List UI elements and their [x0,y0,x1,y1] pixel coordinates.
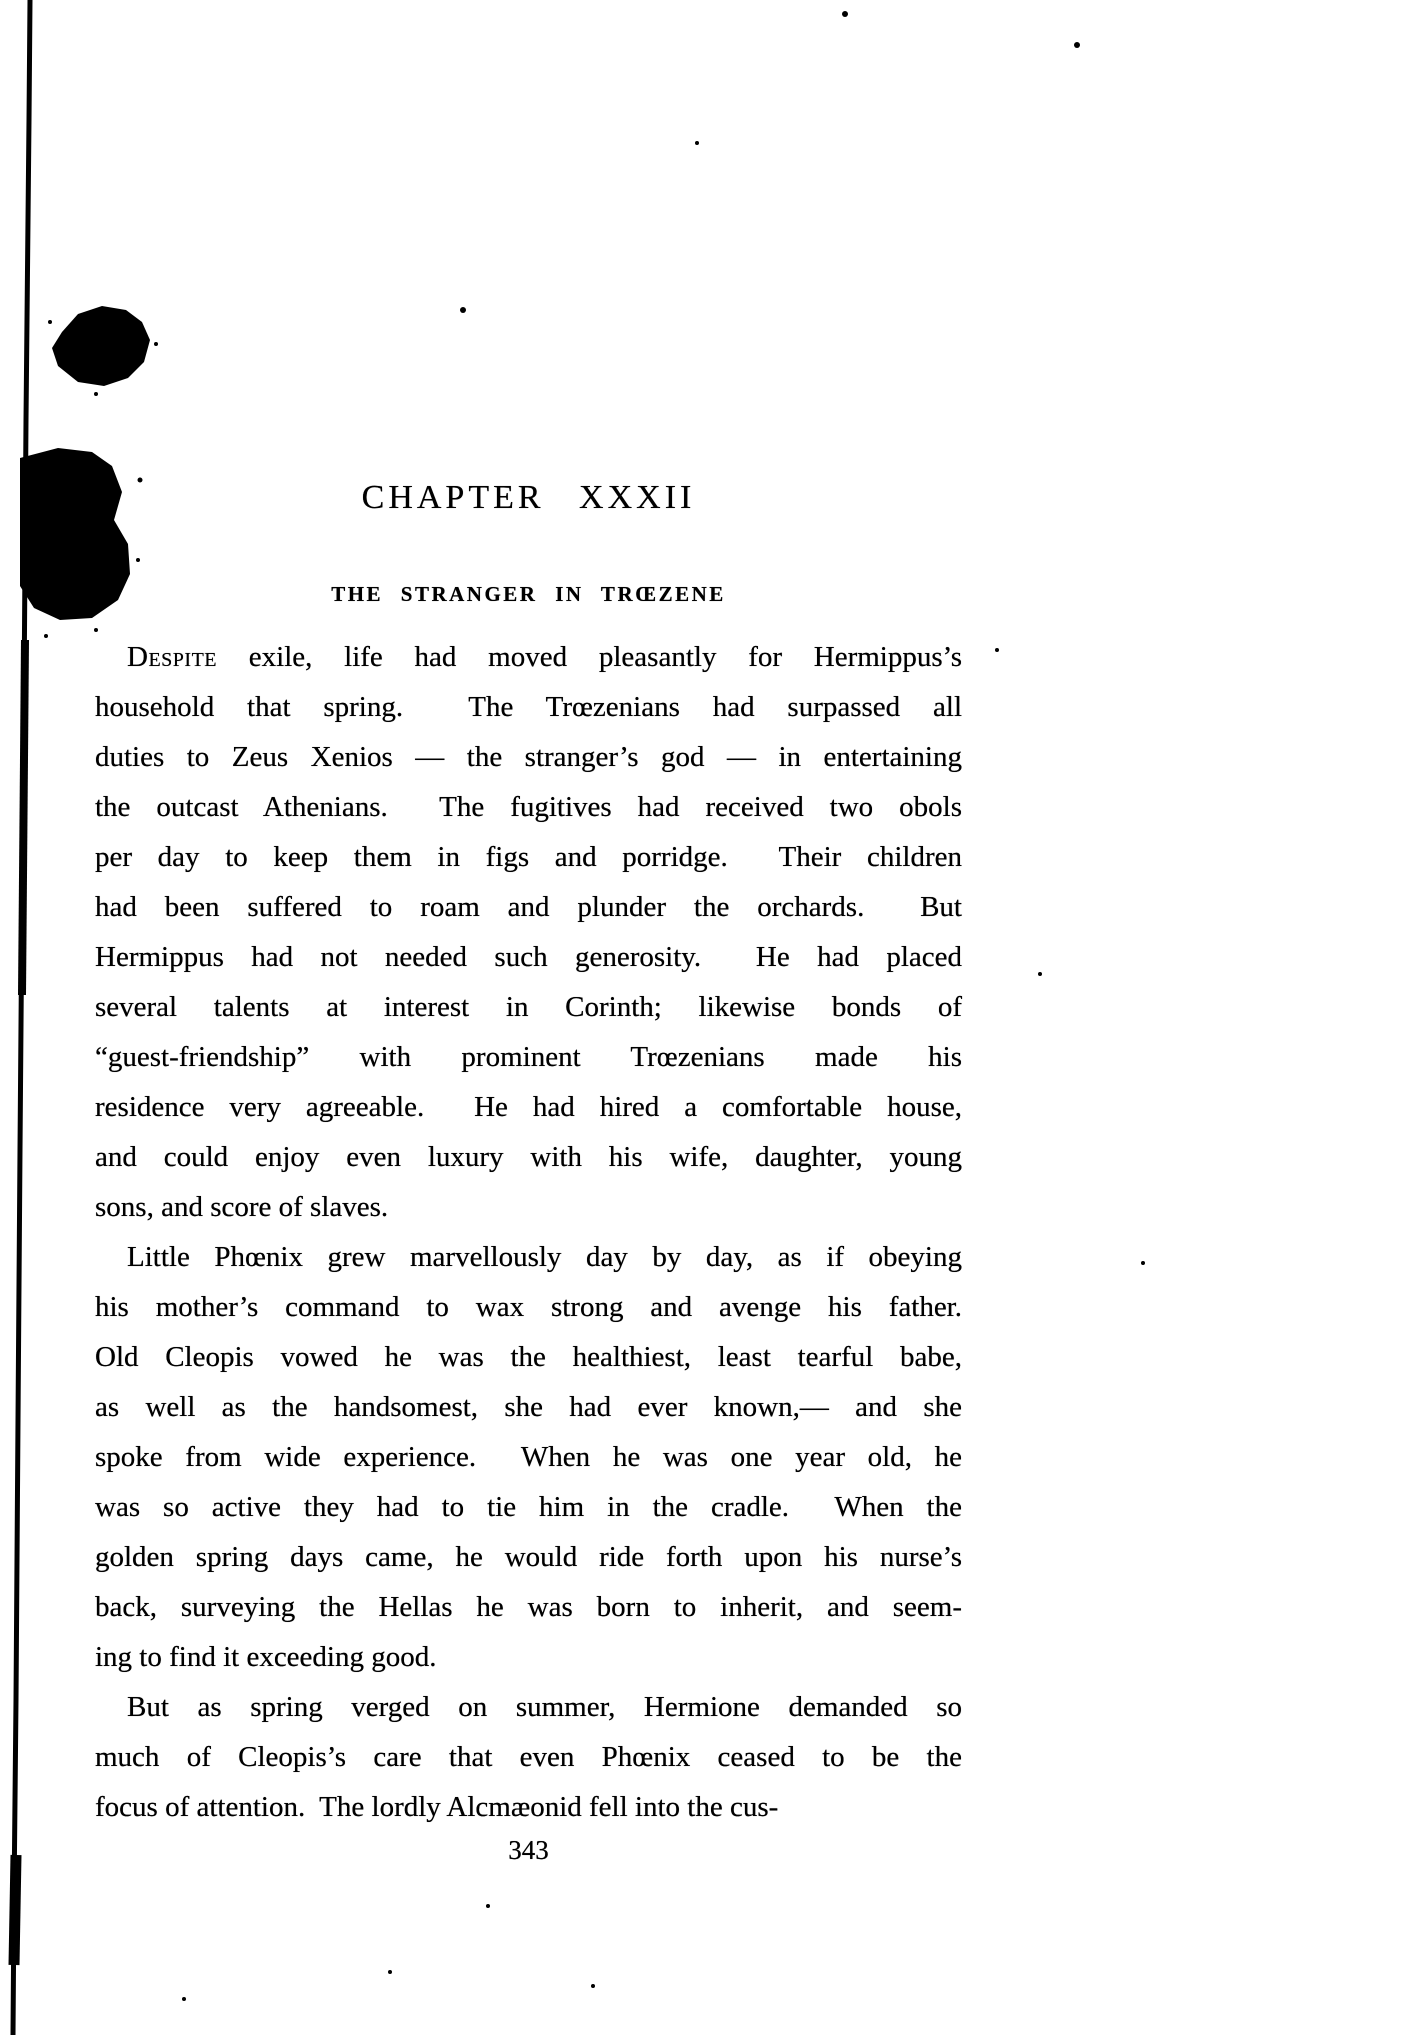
text-line: “guest-friendship” with prominent Trœzenians made his [95,1041,962,1073]
gutter-line [13,0,30,2035]
scan-speck [695,141,699,145]
scan-speck [182,1997,186,2001]
text-line: his mother’s command to wax strong and avenge his father. [95,1291,962,1323]
scan-speck [995,648,999,652]
chapter-heading: CHAPTER XXXII [361,479,696,516]
paragraph [95,1232,962,1682]
text-line: duties to Zeus Xenios — the stranger’s god — in entertaining [95,741,962,773]
scan-speck [1141,1261,1145,1265]
text-line: back, surveying the Hellas he was born to inherit, and seem- [95,1591,962,1623]
text-line: Old Cleopis vowed he was the healthiest, least tearful babe, [95,1341,962,1373]
text-line: sons, and score of slaves. [95,1191,389,1223]
scan-speck [486,1904,490,1908]
text-line: golden spring days came, he would ride forth upon his nurse’s [95,1541,962,1573]
chapter-subtitle: THE STRANGER IN TRŒZENE [331,582,726,606]
ink-speck [136,558,140,562]
scan-speck [388,1970,392,1974]
body-text [95,632,962,1832]
text-line: Despite exile, life had moved pleasantly for Hermippus’s [127,641,962,673]
text-line: much of Cleopis’s care that even Phœnix ceased to be the [95,1741,962,1773]
text-line: focus of attention. The lordly Alcmæonid fell into the cus- [95,1791,779,1823]
gutter-line-rough-segment [14,1855,16,1965]
scan-speck [591,1984,595,1988]
text-line: Little Phœnix grew marvellously day by day, as if obeying [127,1241,962,1273]
text-line: was so active they had to tie him in the cradle. When the [95,1491,962,1523]
text-line: per day to keep them in figs and porridge. Their children [95,841,962,873]
ink-speck [94,392,98,396]
text-line: ing to find it exceeding good. [95,1641,437,1673]
text-line: But as spring verged on summer, Hermione demanded so [127,1691,962,1723]
text-line: had been suffered to roam and plunder the orchards. But [95,891,962,923]
scan-speck [1074,42,1080,48]
text-line: the outcast Athenians. The fugitives had received two obols [95,791,962,823]
text-line: several talents at interest in Corinth; likewise bonds of [95,991,962,1023]
text-line: and could enjoy even luxury with his wife, daughter, young [95,1141,962,1173]
ink-speck [48,320,52,324]
ink-speck [44,634,48,638]
paragraph [95,1682,962,1832]
smallcaps-lead-word: Despite [127,641,217,673]
text-line: residence very agreeable. He had hired a comfortable house, [95,1091,962,1123]
scan-speck [842,11,848,17]
ink-speck [154,342,158,346]
paragraph [95,632,962,1232]
text-line: spoke from wide experience. When he was one year old, he [95,1441,962,1473]
scan-speck [1038,972,1042,976]
ink-blot-small [52,306,150,386]
text-line: as well as the handsomest, she had ever known,— and she [95,1391,962,1423]
gutter-line-thick-segment [22,640,25,995]
text-line: Hermippus had not needed such generosity. He had placed [95,941,962,973]
page-number: 343 [508,1835,549,1865]
scan-speck [460,307,466,313]
text-line: household that spring. The Trœzenians had surpassed all [95,691,962,723]
